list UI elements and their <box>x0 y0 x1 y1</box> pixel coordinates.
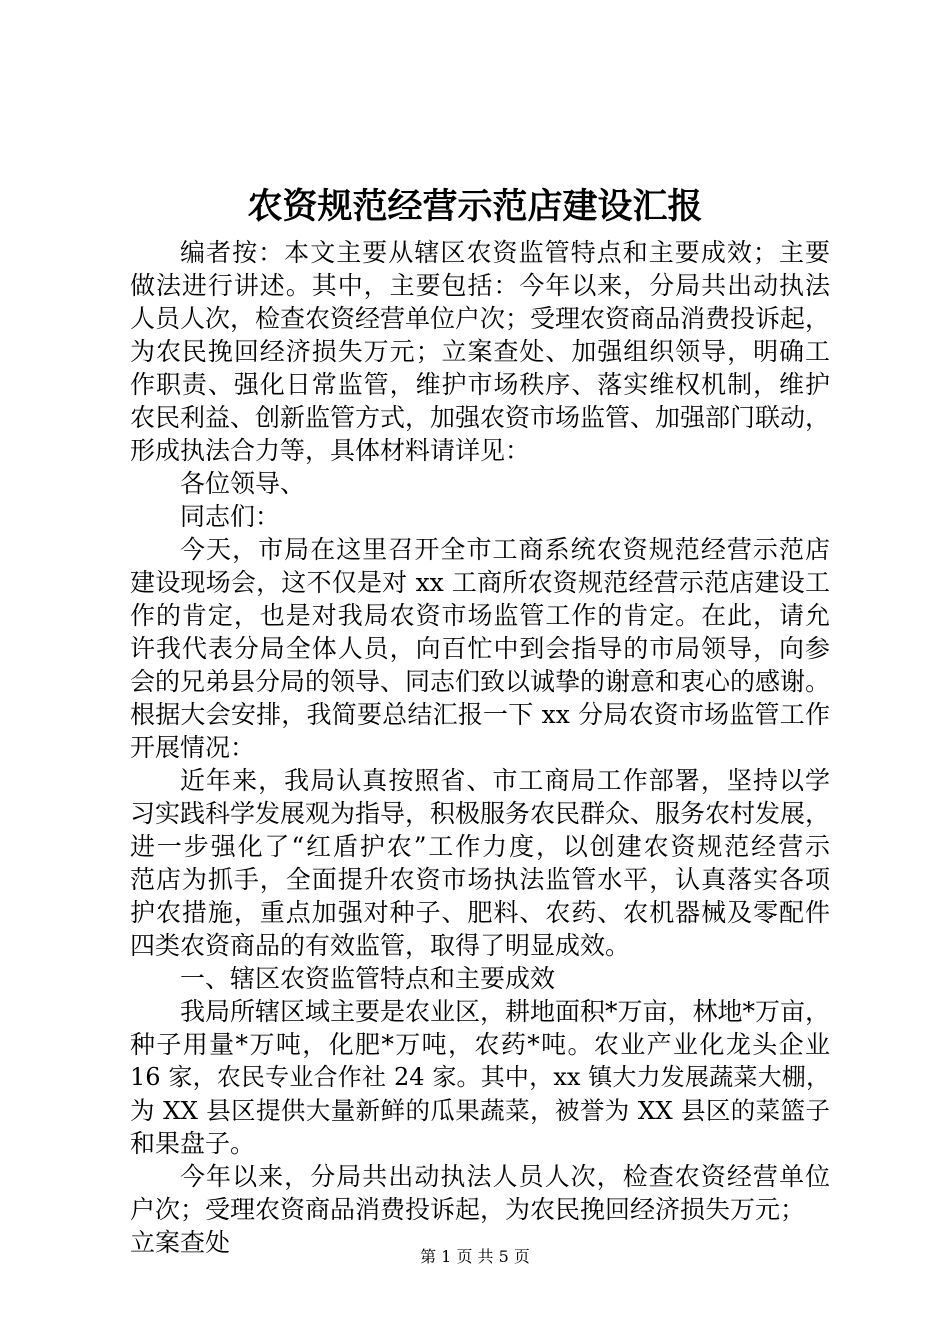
text-line: 为 XX 县区提供大量新鲜的瓜果蔬菜，被誉为 XX 县区的菜篮子 <box>130 1096 830 1125</box>
document-body <box>130 236 830 1259</box>
text-line: 同志们： <box>180 502 281 531</box>
text-line: 作的肯定，也是对我局农资市场监管工作的肯定。在此，请允 <box>130 601 830 630</box>
text-line: 今年以来，分局共出动执法人员人次，检查农资经营单位 <box>180 1162 830 1191</box>
text-line: 许我代表分局全体人员，向百忙中到会指导的市局领导，向参 <box>130 634 830 663</box>
text-line: 编者按：本文主要从辖区农资监管特点和主要成效；主要 <box>180 238 830 267</box>
text-line: 习实践科学发展观为指导，积极服务农民群众、服务农村发展， <box>130 799 831 828</box>
text-line: 开展情况： <box>130 733 256 762</box>
text-line: 和果盘子。 <box>130 1129 256 1158</box>
text-line: 进一步强化了“红盾护农”工作力度，以创建农资规范经营示 <box>130 832 830 861</box>
text-line: 16 家，农民专业合作社 24 家。其中，xx 镇大力发展蔬菜大棚， <box>130 1063 830 1091</box>
text-line: 人员人次，检查农资经营单位户次；受理农资商品消费投诉起， <box>130 304 831 333</box>
page-footer: 第 1 页 共 5 页 <box>420 1247 530 1266</box>
text-line: 做法进行讲述。其中，主要包括：今年以来，分局共出动执法 <box>130 271 830 300</box>
text-line: 为农民挽回经济损失万元；立案查处、加强组织领导，明确工 <box>130 337 830 366</box>
text-line: 种子用量*万吨，化肥*万吨，农药*吨。农业产业化龙头企业 <box>130 1030 830 1059</box>
text-line: 近年来，我局认真按照省、市工商局工作部署，坚持以学 <box>180 766 830 795</box>
text-line: 护农措施，重点加强对种子、肥料、农药、农机器械及零配件 <box>130 898 830 927</box>
document-title: 农资规范经营示范店建设汇报 <box>247 186 703 227</box>
text-line: 各位领导、 <box>180 469 306 498</box>
text-line: 农民利益、创新监管方式，加强农资市场监管、加强部门联动， <box>130 403 831 432</box>
text-line: 根据大会安排，我简要总结汇报一下 xx 分局农资市场监管工作 <box>130 700 830 729</box>
text-line: 形成执法合力等，具体材料请详见： <box>130 436 531 465</box>
text-line: 范店为抓手，全面提升农资市场执法监管水平，认真落实各项 <box>130 865 830 894</box>
text-line: 作职责、强化日常监管，维护市场秩序、落实维权机制，维护 <box>130 370 830 399</box>
text-line: 会的兄弟县分局的领导、同志们致以诚挚的谢意和衷心的感谢。 <box>130 667 831 696</box>
text-line: 一、辖区农资监管特点和主要成效 <box>180 964 556 993</box>
text-line: 立案查处 <box>130 1228 231 1257</box>
text-line: 四类农资商品的有效监管，取得了明显成效。 <box>130 931 631 960</box>
text-line: 建设现场会，这不仅是对 xx 工商所农资规范经营示范店建设工 <box>130 568 830 597</box>
text-line: 户次；受理农资商品消费投诉起，为农民挽回经济损失万元； <box>130 1195 806 1224</box>
text-line: 我局所辖区域主要是农业区，耕地面积*万亩，林地*万亩， <box>180 997 831 1026</box>
text-line: 今天，市局在这里召开全市工商系统农资规范经营示范店 <box>180 535 830 564</box>
